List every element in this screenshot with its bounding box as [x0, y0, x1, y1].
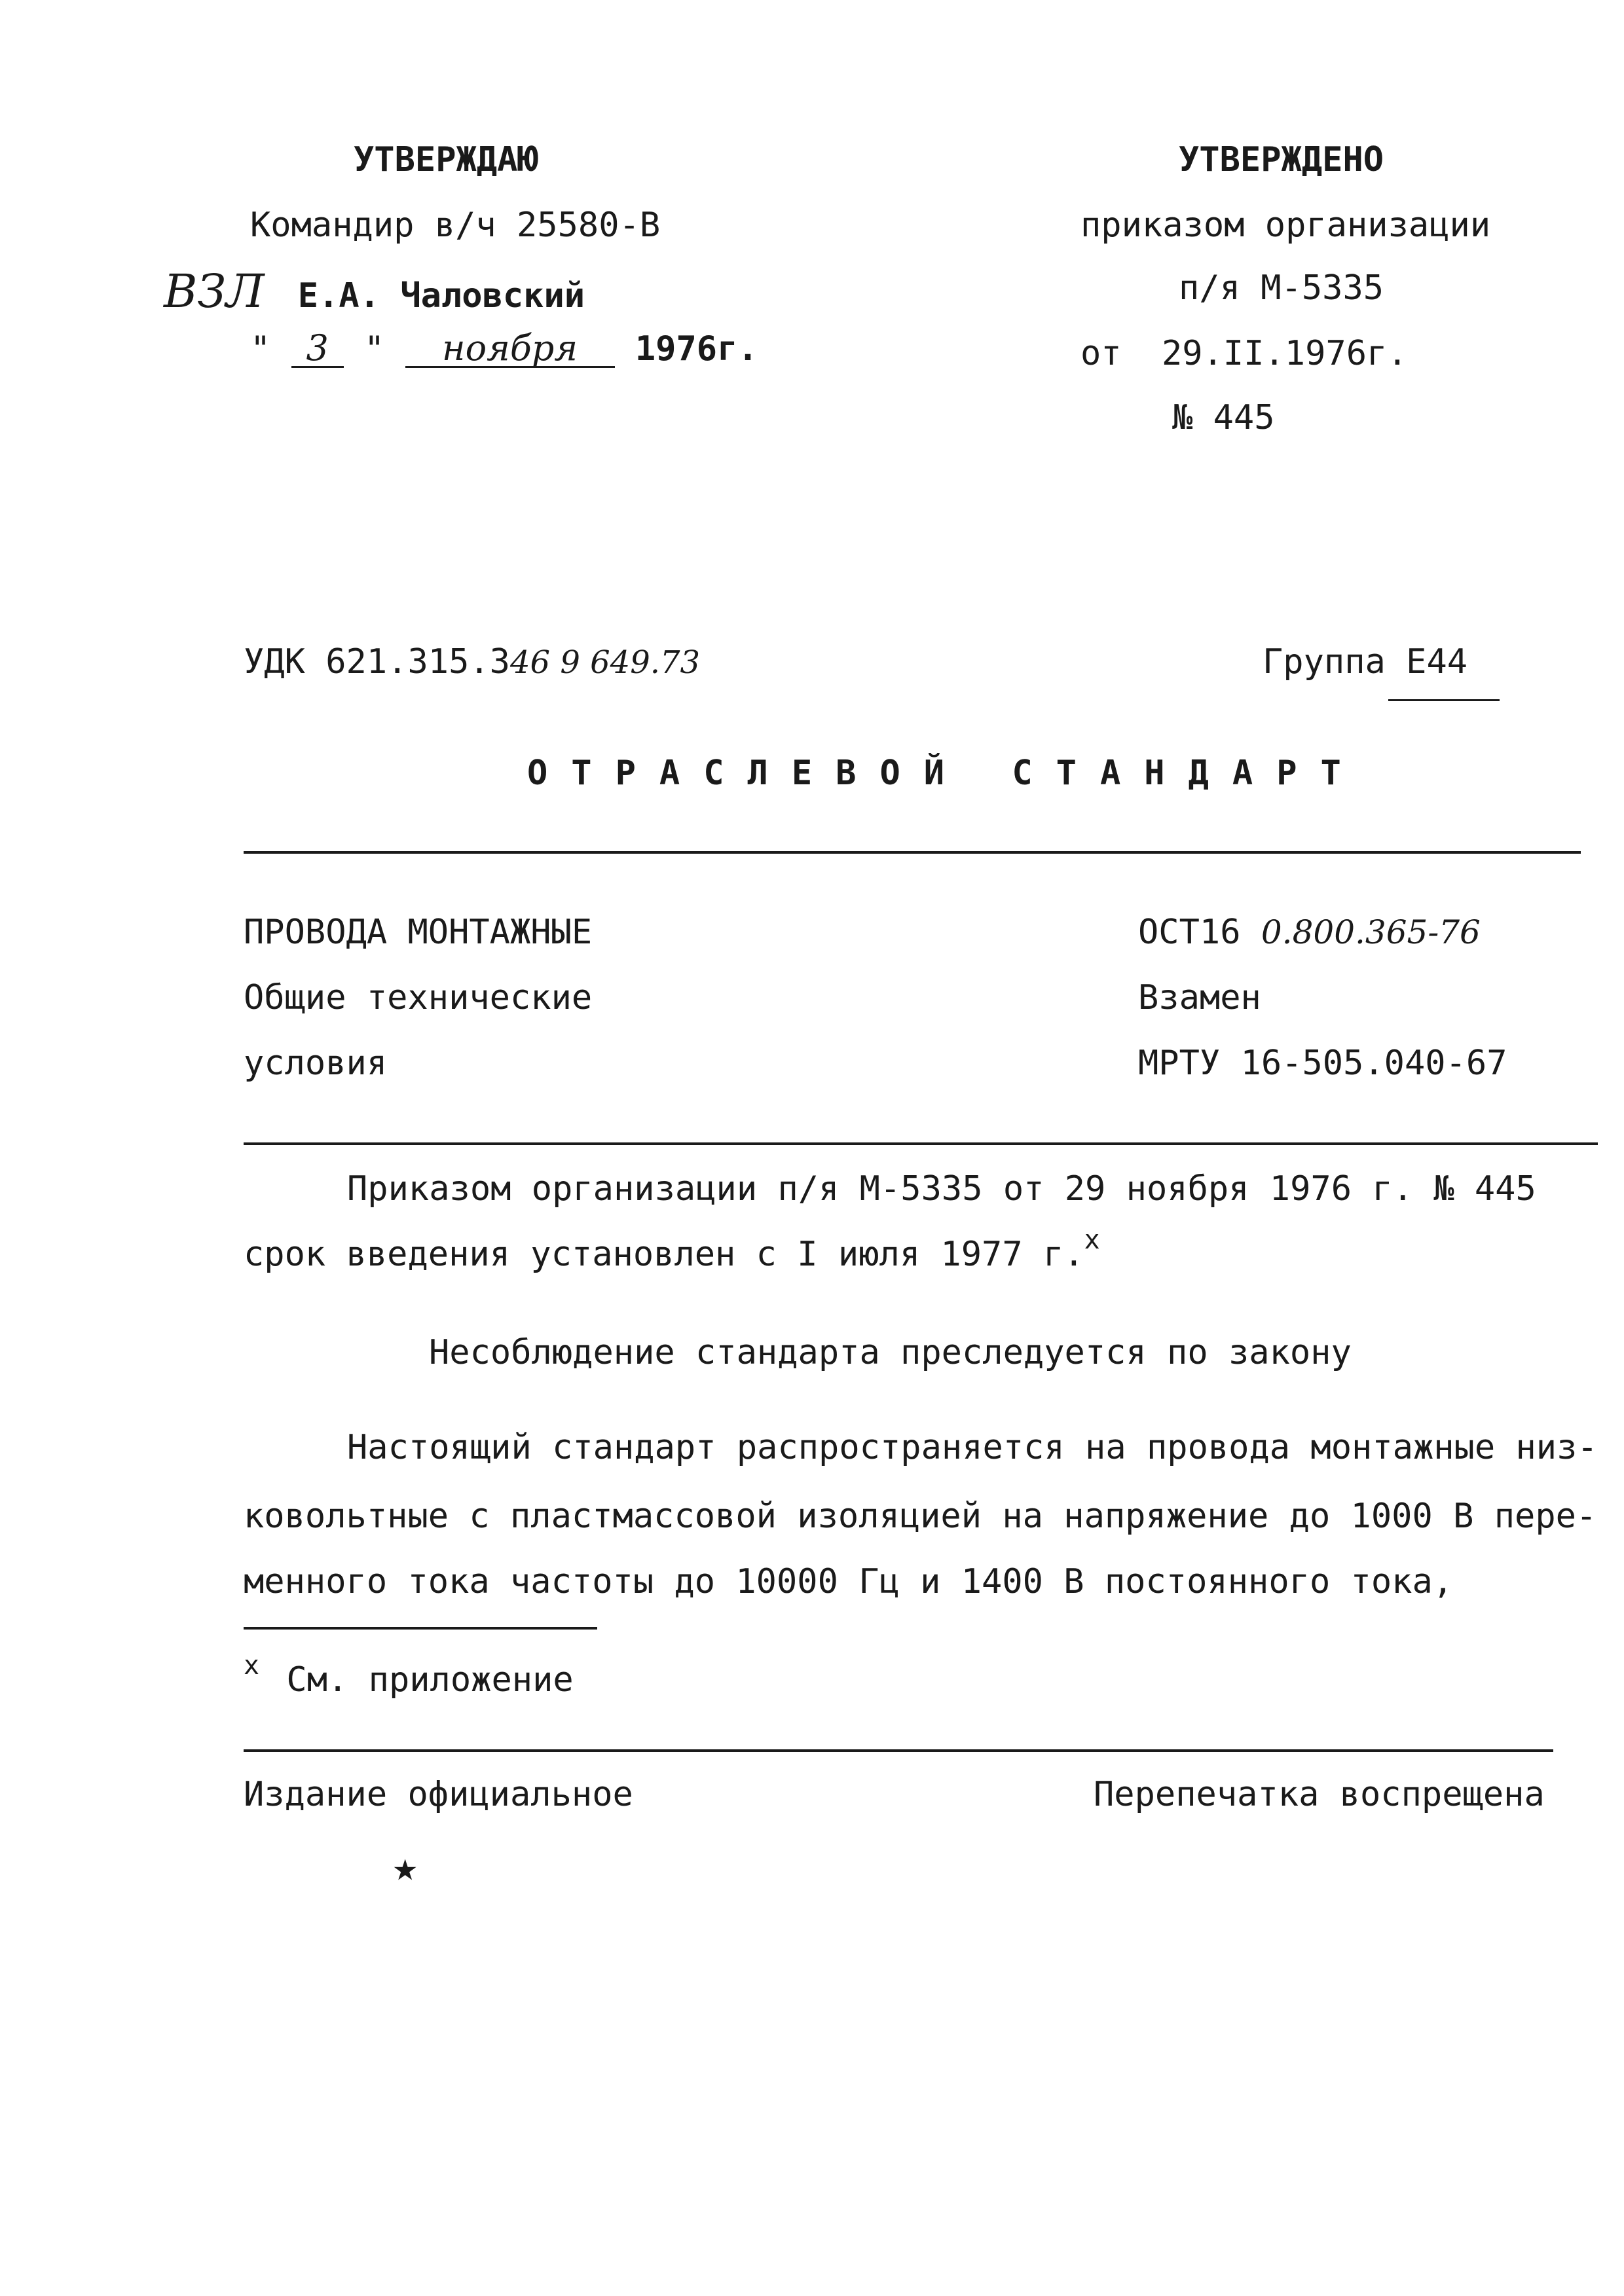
approve-left-date [250, 327, 758, 369]
approve-right-line3 [1080, 334, 1408, 373]
approve-right-line2: п/я М-5335 [1179, 268, 1384, 308]
designation-handwritten: 0.800.365-76 [1261, 913, 1481, 951]
footer-right: Перепечатка воспрещена [1094, 1775, 1545, 1814]
rule-middle [244, 1142, 1598, 1145]
udk-line [244, 642, 701, 682]
approve-right-heading: УТВЕРЖДЕНО [1179, 140, 1384, 179]
scope-line2: ковольтные с пластмассовой изоляцией на напряжение до 1000 В пере- [244, 1497, 1597, 1536]
signer-name: Е.А. Чаловский [297, 276, 585, 316]
udk-label: УДК 621.315.3 [244, 642, 510, 682]
date-quote-close: " [363, 329, 385, 369]
order-line1: Приказом организации п/я М-5335 от 29 ноября 1976 г. № 445 [347, 1169, 1536, 1209]
date-quote-open: " [250, 329, 271, 369]
group-label: Группа Е44 [1263, 642, 1468, 682]
footnote-mark: x [244, 1650, 260, 1681]
footer-left: Издание официальное [244, 1775, 633, 1814]
approve-right-line1: приказом организации [1080, 206, 1491, 245]
subject-line2: Общие технические [244, 978, 593, 1017]
date-month: ноября [405, 331, 615, 368]
date-prefix: от [1080, 334, 1122, 373]
signature: ВЗЛ [164, 264, 265, 318]
replace-label: Взамен [1138, 978, 1261, 1017]
rule-top [244, 851, 1581, 854]
order-line2-text: срок введения установлен с I июля 1977 г. [244, 1235, 1084, 1274]
law-notice: Несоблюдение стандарта преследуется по закону [429, 1333, 1352, 1372]
footnote-text: См. приложение [286, 1660, 574, 1700]
approve-left-line1: Командир в/ч 25580-В [250, 206, 661, 245]
approve-left-heading: УТВЕРЖДАЮ [354, 140, 538, 179]
designation-code [1138, 913, 1481, 952]
subject-line1: ПРОВОДА МОНТАЖНЫЕ [244, 913, 593, 952]
star-icon: ★ [393, 1842, 418, 1890]
footnote [244, 1650, 574, 1700]
date-year: 1976г. [635, 329, 758, 369]
approve-right-line4: № 445 [1172, 398, 1275, 437]
designation-prefix: ОСТ16 [1138, 913, 1241, 952]
replace-code: МРТУ 16-505.040-67 [1138, 1044, 1507, 1083]
scope-line1: Настоящий стандарт распространяется на провода монтажные низ- [347, 1428, 1598, 1467]
footnote-rule [244, 1627, 597, 1630]
order-line2 [244, 1225, 1100, 1274]
order-footnote-mark: x [1084, 1225, 1100, 1255]
approve-left-signer-row [164, 264, 585, 318]
document-title: ОТРАСЛЕВОЙ СТАНДАРТ [527, 754, 1365, 793]
group-underline [1388, 699, 1500, 701]
udk-handwritten: 46 9 649.73 [510, 644, 701, 681]
scope-line3: менного тока частоты до 10000 Гц и 1400 В постоянного тока, [244, 1562, 1454, 1601]
rule-bottom [244, 1749, 1553, 1752]
subject-line3: условия [244, 1044, 388, 1083]
order-date: 29.II.1976г. [1161, 334, 1408, 373]
date-day: 3 [291, 331, 344, 368]
